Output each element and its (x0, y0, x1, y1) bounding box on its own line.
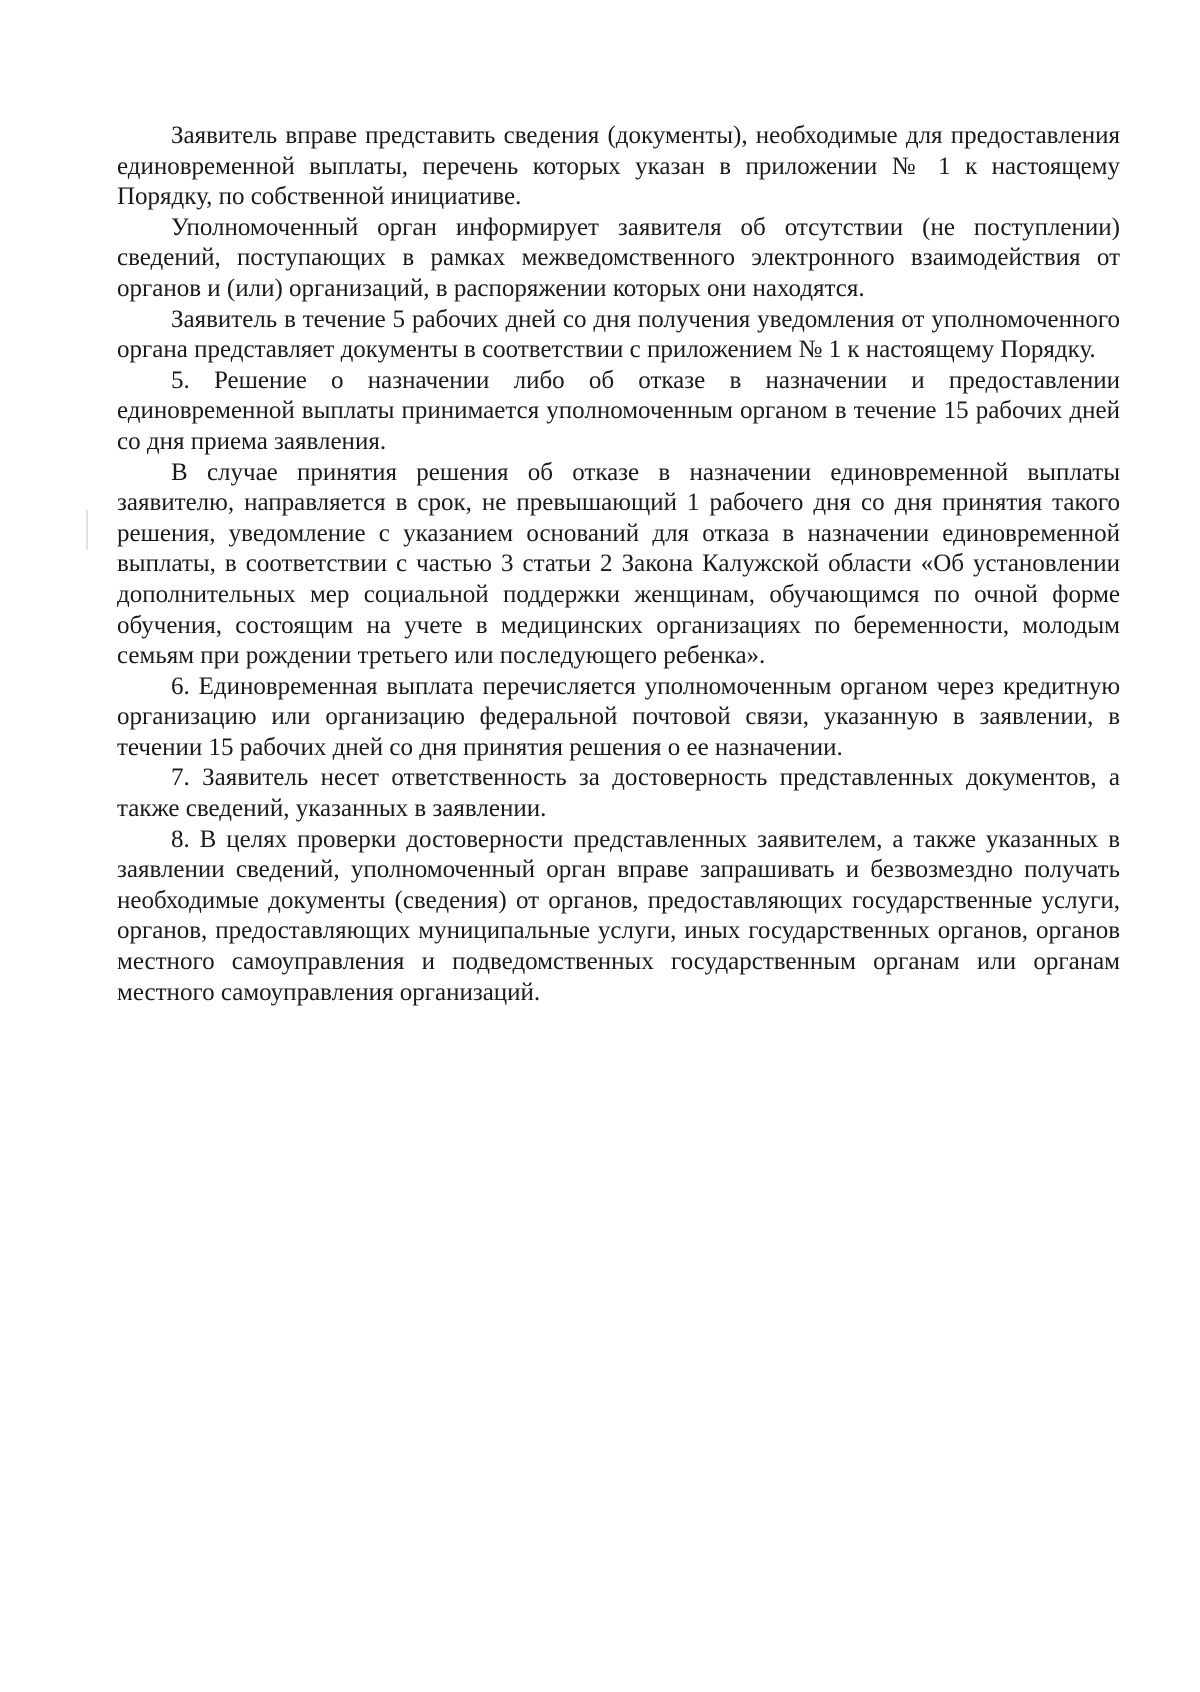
paragraph-item-7: 7. Заявитель несет ответственность за достоверность представленных документов, а также сведений, указанных в заявлении. (117, 764, 1120, 823)
paragraph-item-5: 5. Решение о назначении либо об отказе в назначении и предоставлении единовременной выплаты принимается уполномоченным органом в течение 15 рабочих дней со дня приема заявления. (117, 366, 1120, 455)
paragraph-authority-informs: Уполномоченный орган информирует заявителя об отсутствии (не поступлении) сведений, поступающих в рамках межведомственного электронного взаимодействия от органов и (или) организаций, в распоряжении которых они находятся. (117, 213, 1120, 302)
paragraph-item-6: 6. Единовременная выплата перечисляется уполномоченным органом через кредитную организацию или организацию федеральной почтовой связи, указанную в заявлении, в течении 15 рабочих дней со дня принятия решения о ее назначении. (117, 672, 1120, 761)
paragraph-applicant-right: Заявитель вправе представить сведения (документы), необходимые для предоставления единовременной выплаты, перечень которых указан в приложении № 1 к настоящему Порядку, по собственной инициативе. (117, 122, 1120, 211)
paragraph-refusal: В случае принятия решения об отказе в назначении единовременной выплаты заявителю, направляется в срок, не превышающий 1 рабочего дня со дня принятия такого решения, уведомление с указанием оснований для отказа в назначении единовременной выплаты, в соответствии с частью 3 статьи 2 Закона Калужской области «Об установлении дополнительных мер социальной поддержки женщинам, обучающимся по очной форме обучения, состоящим на учете в медицинских организациях по беременности, молодым семьям при рождении третьего или последующего ребенка». (117, 458, 1120, 670)
scan-margin-mark (86, 510, 88, 550)
document-body (117, 121, 1120, 1008)
paragraph-applicant-deadline: Заявитель в течение 5 рабочих дней со дня получения уведомления от уполномоченного органа представляет документы в соответствии с приложением № 1 к настоящему Порядку. (117, 305, 1120, 364)
paragraph-item-8: 8. В целях проверки достоверности представленных заявителем, а также указанных в заявлении сведений, уполномоченный орган вправе запрашивать и безвозмездно получать необходимые документы (сведения) от органов, предоставляющих государственные услуги, органов, предоставляющих муниципальные услуги, иных государственных органов, органов местного самоуправления и подведомственных государственным органам или органам местного самоуправления организаций. (117, 825, 1120, 1006)
